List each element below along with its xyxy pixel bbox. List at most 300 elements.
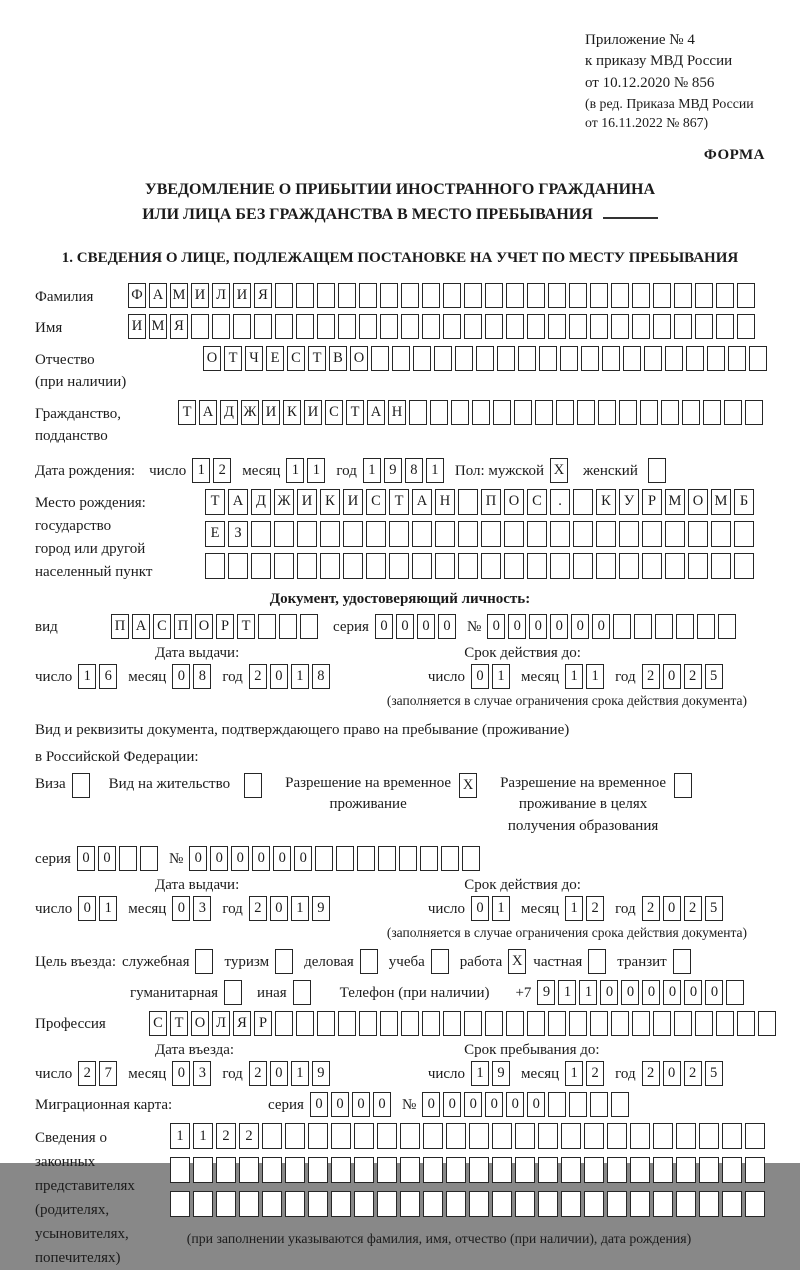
rvp-education-cell[interactable] bbox=[674, 773, 692, 798]
citizenship-cell[interactable] bbox=[682, 400, 700, 425]
doc-series-cell[interactable]: 0 bbox=[375, 614, 393, 639]
migcard-number-cell[interactable]: 0 bbox=[485, 1092, 503, 1117]
surname-cell[interactable] bbox=[506, 283, 524, 308]
birthplace-cell[interactable] bbox=[251, 521, 271, 547]
doc-valid-month-cell[interactable]: 1 bbox=[565, 664, 583, 689]
birthplace-cell[interactable] bbox=[458, 521, 478, 547]
migcard-number-cell[interactable] bbox=[548, 1092, 566, 1117]
citizenship-cell[interactable] bbox=[577, 400, 595, 425]
representative-cell[interactable] bbox=[538, 1123, 558, 1149]
birthplace-cell[interactable] bbox=[458, 553, 478, 579]
surname-cell[interactable] bbox=[653, 283, 671, 308]
doc-number-cell[interactable] bbox=[634, 614, 652, 639]
profession-cell[interactable] bbox=[716, 1011, 734, 1036]
birthplace-cell[interactable] bbox=[274, 521, 294, 547]
representative-cell[interactable] bbox=[630, 1157, 650, 1183]
birthplace-cell[interactable] bbox=[573, 521, 593, 547]
representative-cell[interactable] bbox=[607, 1191, 627, 1217]
doc-issue-day-cell[interactable]: 6 bbox=[99, 664, 117, 689]
permit-issue-day-cell[interactable]: 1 bbox=[99, 896, 117, 921]
doc-number-cell[interactable] bbox=[718, 614, 736, 639]
birthplace-cell[interactable] bbox=[481, 553, 501, 579]
birthplace-cell[interactable] bbox=[642, 521, 662, 547]
representative-cell[interactable] bbox=[308, 1123, 328, 1149]
doc-kind-cell[interactable] bbox=[300, 614, 318, 639]
birthplace-cell[interactable] bbox=[297, 553, 317, 579]
entry-year-cell[interactable]: 1 bbox=[291, 1061, 309, 1086]
birthplace-cell[interactable] bbox=[412, 521, 432, 547]
birthplace-cell[interactable] bbox=[596, 553, 616, 579]
migcard-number-cell[interactable]: 0 bbox=[443, 1092, 461, 1117]
stay-year-cell[interactable]: 5 bbox=[705, 1061, 723, 1086]
birthplace-cell[interactable]: Т bbox=[205, 489, 225, 515]
representative-cell[interactable] bbox=[354, 1123, 374, 1149]
representative-cell[interactable] bbox=[400, 1157, 420, 1183]
doc-number-cell[interactable]: 0 bbox=[508, 614, 526, 639]
representative-cell[interactable] bbox=[354, 1157, 374, 1183]
surname-cell[interactable] bbox=[422, 283, 440, 308]
representative-cell[interactable] bbox=[285, 1191, 305, 1217]
representative-cell[interactable] bbox=[308, 1157, 328, 1183]
permit-number-cell[interactable]: 0 bbox=[273, 846, 291, 871]
birthplace-cell[interactable]: Р bbox=[642, 489, 662, 515]
citizenship-cell[interactable]: А bbox=[199, 400, 217, 425]
permit-valid-year-cell[interactable]: 2 bbox=[642, 896, 660, 921]
birthplace-cell[interactable] bbox=[527, 521, 547, 547]
citizenship-cell[interactable] bbox=[556, 400, 574, 425]
name-cell[interactable] bbox=[695, 314, 713, 339]
name-cell[interactable] bbox=[212, 314, 230, 339]
purpose-transit-cell[interactable] bbox=[673, 949, 691, 974]
citizenship-cell[interactable]: Ж bbox=[241, 400, 259, 425]
permit-number-cell[interactable] bbox=[357, 846, 375, 871]
sex-male-cell[interactable]: X bbox=[550, 458, 568, 483]
doc-number-cell[interactable] bbox=[613, 614, 631, 639]
surname-cell[interactable] bbox=[527, 283, 545, 308]
representative-cell[interactable] bbox=[515, 1191, 535, 1217]
surname-cell[interactable] bbox=[611, 283, 629, 308]
purpose-official-cell[interactable] bbox=[195, 949, 213, 974]
representative-cell[interactable] bbox=[446, 1157, 466, 1183]
purpose-private-cell[interactable] bbox=[588, 949, 606, 974]
citizenship-cell[interactable] bbox=[619, 400, 637, 425]
birthplace-cell[interactable] bbox=[205, 553, 225, 579]
profession-cell[interactable]: С bbox=[149, 1011, 167, 1036]
birthplace-cell[interactable]: И bbox=[297, 489, 317, 515]
permit-issue-year-cell[interactable]: 1 bbox=[291, 896, 309, 921]
representative-cell[interactable] bbox=[377, 1191, 397, 1217]
permit-number-cell[interactable]: 0 bbox=[294, 846, 312, 871]
phone-cell[interactable]: 0 bbox=[621, 980, 639, 1005]
representative-cell[interactable] bbox=[377, 1157, 397, 1183]
profession-cell[interactable] bbox=[527, 1011, 545, 1036]
surname-cell[interactable]: И bbox=[191, 283, 209, 308]
surname-cell[interactable] bbox=[296, 283, 314, 308]
citizenship-cell[interactable]: А bbox=[367, 400, 385, 425]
patronymic-cell[interactable] bbox=[644, 346, 662, 371]
doc-valid-month-cell[interactable]: 1 bbox=[586, 664, 604, 689]
profession-cell[interactable] bbox=[674, 1011, 692, 1036]
representative-cell[interactable] bbox=[699, 1191, 719, 1217]
birthplace-cell[interactable]: К bbox=[596, 489, 616, 515]
representative-cell[interactable] bbox=[377, 1123, 397, 1149]
representative-cell[interactable] bbox=[745, 1123, 765, 1149]
name-cell[interactable]: Я bbox=[170, 314, 188, 339]
entry-day-cell[interactable]: 7 bbox=[99, 1061, 117, 1086]
birthplace-cell[interactable] bbox=[366, 521, 386, 547]
birthplace-cell[interactable] bbox=[573, 489, 593, 515]
patronymic-cell[interactable] bbox=[413, 346, 431, 371]
name-cell[interactable] bbox=[254, 314, 272, 339]
doc-kind-cell[interactable]: О bbox=[195, 614, 213, 639]
birthplace-cell[interactable]: Т bbox=[389, 489, 409, 515]
doc-number-cell[interactable]: 0 bbox=[529, 614, 547, 639]
patronymic-cell[interactable] bbox=[623, 346, 641, 371]
birthplace-cell[interactable] bbox=[435, 553, 455, 579]
doc-number-cell[interactable]: 0 bbox=[571, 614, 589, 639]
representative-cell[interactable] bbox=[630, 1191, 650, 1217]
profession-cell[interactable]: О bbox=[191, 1011, 209, 1036]
representative-cell[interactable] bbox=[308, 1191, 328, 1217]
migcard-number-cell[interactable] bbox=[611, 1092, 629, 1117]
citizenship-cell[interactable]: К bbox=[283, 400, 301, 425]
birthplace-cell[interactable] bbox=[734, 553, 754, 579]
profession-cell[interactable] bbox=[359, 1011, 377, 1036]
surname-cell[interactable] bbox=[569, 283, 587, 308]
purpose-tourism-cell[interactable] bbox=[275, 949, 293, 974]
birthplace-cell[interactable]: У bbox=[619, 489, 639, 515]
birthplace-cell[interactable] bbox=[320, 521, 340, 547]
doc-issue-day-cell[interactable]: 1 bbox=[78, 664, 96, 689]
stay-day-cell[interactable]: 9 bbox=[492, 1061, 510, 1086]
name-cell[interactable] bbox=[527, 314, 545, 339]
entry-day-cell[interactable]: 2 bbox=[78, 1061, 96, 1086]
patronymic-cell[interactable]: Ч bbox=[245, 346, 263, 371]
patronymic-cell[interactable] bbox=[371, 346, 389, 371]
representative-cell[interactable] bbox=[515, 1123, 535, 1149]
sex-female-cell[interactable] bbox=[648, 458, 666, 483]
birthplace-cell[interactable]: С bbox=[527, 489, 547, 515]
citizenship-cell[interactable] bbox=[724, 400, 742, 425]
birthplace-cell[interactable] bbox=[619, 553, 639, 579]
profession-cell[interactable] bbox=[611, 1011, 629, 1036]
doc-issue-year-cell[interactable]: 8 bbox=[312, 664, 330, 689]
birthplace-cell[interactable] bbox=[297, 521, 317, 547]
representative-cell[interactable] bbox=[193, 1157, 213, 1183]
migcard-number-cell[interactable] bbox=[590, 1092, 608, 1117]
permit-valid-day-cell[interactable]: 0 bbox=[471, 896, 489, 921]
permit-series-cell[interactable]: 0 bbox=[98, 846, 116, 871]
phone-cell[interactable]: 0 bbox=[642, 980, 660, 1005]
surname-cell[interactable] bbox=[485, 283, 503, 308]
surname-cell[interactable]: И bbox=[233, 283, 251, 308]
doc-issue-month-cell[interactable]: 0 bbox=[172, 664, 190, 689]
birthplace-cell[interactable]: Е bbox=[205, 521, 225, 547]
surname-cell[interactable] bbox=[401, 283, 419, 308]
permit-issue-month-cell[interactable]: 0 bbox=[172, 896, 190, 921]
doc-issue-year-cell[interactable]: 1 bbox=[291, 664, 309, 689]
phone-cell[interactable]: 1 bbox=[579, 980, 597, 1005]
name-cell[interactable] bbox=[338, 314, 356, 339]
permit-valid-year-cell[interactable]: 0 bbox=[663, 896, 681, 921]
doc-kind-cell[interactable] bbox=[279, 614, 297, 639]
citizenship-cell[interactable]: Т bbox=[178, 400, 196, 425]
patronymic-cell[interactable] bbox=[476, 346, 494, 371]
representative-cell[interactable] bbox=[492, 1157, 512, 1183]
doc-kind-cell[interactable] bbox=[258, 614, 276, 639]
birthplace-cell[interactable]: Б bbox=[734, 489, 754, 515]
surname-cell[interactable]: А bbox=[149, 283, 167, 308]
representative-cell[interactable] bbox=[285, 1157, 305, 1183]
representative-cell[interactable] bbox=[262, 1157, 282, 1183]
permit-issue-day-cell[interactable]: 0 bbox=[78, 896, 96, 921]
name-cell[interactable] bbox=[653, 314, 671, 339]
surname-cell[interactable] bbox=[716, 283, 734, 308]
patronymic-cell[interactable] bbox=[560, 346, 578, 371]
birthplace-cell[interactable]: . bbox=[550, 489, 570, 515]
permit-valid-year-cell[interactable]: 5 bbox=[705, 896, 723, 921]
entry-year-cell[interactable]: 9 bbox=[312, 1061, 330, 1086]
representative-cell[interactable] bbox=[170, 1157, 190, 1183]
name-cell[interactable] bbox=[674, 314, 692, 339]
permit-number-cell[interactable]: 0 bbox=[189, 846, 207, 871]
citizenship-cell[interactable]: Д bbox=[220, 400, 238, 425]
doc-series-cell[interactable]: 0 bbox=[396, 614, 414, 639]
surname-cell[interactable] bbox=[317, 283, 335, 308]
representative-cell[interactable] bbox=[423, 1123, 443, 1149]
profession-cell[interactable] bbox=[569, 1011, 587, 1036]
patronymic-cell[interactable]: Е bbox=[266, 346, 284, 371]
doc-number-cell[interactable] bbox=[697, 614, 715, 639]
name-cell[interactable] bbox=[716, 314, 734, 339]
purpose-work-cell[interactable]: X bbox=[508, 949, 526, 974]
birthplace-cell[interactable] bbox=[481, 521, 501, 547]
representative-cell[interactable] bbox=[469, 1157, 489, 1183]
representative-cell[interactable]: 1 bbox=[193, 1123, 213, 1149]
birthplace-cell[interactable] bbox=[389, 521, 409, 547]
name-cell[interactable] bbox=[380, 314, 398, 339]
birthplace-cell[interactable]: А bbox=[228, 489, 248, 515]
citizenship-cell[interactable] bbox=[703, 400, 721, 425]
profession-cell[interactable] bbox=[401, 1011, 419, 1036]
surname-cell[interactable] bbox=[275, 283, 293, 308]
birthplace-cell[interactable] bbox=[251, 553, 271, 579]
name-cell[interactable] bbox=[296, 314, 314, 339]
birthplace-cell[interactable]: З bbox=[228, 521, 248, 547]
representative-cell[interactable] bbox=[722, 1191, 742, 1217]
name-cell[interactable] bbox=[548, 314, 566, 339]
birthplace-cell[interactable] bbox=[343, 553, 363, 579]
patronymic-cell[interactable] bbox=[665, 346, 683, 371]
profession-cell[interactable] bbox=[653, 1011, 671, 1036]
representative-cell[interactable] bbox=[653, 1123, 673, 1149]
permit-valid-month-cell[interactable]: 2 bbox=[586, 896, 604, 921]
doc-valid-year-cell[interactable]: 2 bbox=[642, 664, 660, 689]
surname-cell[interactable] bbox=[695, 283, 713, 308]
representative-cell[interactable] bbox=[722, 1157, 742, 1183]
doc-valid-year-cell[interactable]: 2 bbox=[684, 664, 702, 689]
name-cell[interactable] bbox=[275, 314, 293, 339]
birthplace-cell[interactable] bbox=[688, 521, 708, 547]
birthplace-cell[interactable] bbox=[642, 553, 662, 579]
citizenship-cell[interactable] bbox=[514, 400, 532, 425]
representative-cell[interactable] bbox=[676, 1157, 696, 1183]
citizenship-cell[interactable] bbox=[640, 400, 658, 425]
representative-cell[interactable] bbox=[722, 1123, 742, 1149]
birthplace-cell[interactable] bbox=[527, 553, 547, 579]
name-cell[interactable]: И bbox=[128, 314, 146, 339]
patronymic-cell[interactable]: О bbox=[350, 346, 368, 371]
name-cell[interactable] bbox=[485, 314, 503, 339]
doc-number-cell[interactable]: 0 bbox=[487, 614, 505, 639]
residence-permit-cell[interactable] bbox=[244, 773, 262, 798]
representative-cell[interactable] bbox=[653, 1157, 673, 1183]
birthplace-cell[interactable] bbox=[320, 553, 340, 579]
birthplace-cell[interactable] bbox=[412, 553, 432, 579]
surname-cell[interactable] bbox=[548, 283, 566, 308]
phone-cell[interactable] bbox=[726, 980, 744, 1005]
birthplace-cell[interactable] bbox=[458, 489, 478, 515]
doc-kind-cell[interactable]: П bbox=[174, 614, 192, 639]
patronymic-cell[interactable] bbox=[455, 346, 473, 371]
birthplace-cell[interactable]: Ж bbox=[274, 489, 294, 515]
representative-cell[interactable] bbox=[400, 1191, 420, 1217]
permit-number-cell[interactable] bbox=[336, 846, 354, 871]
name-cell[interactable] bbox=[422, 314, 440, 339]
birthplace-cell[interactable]: Д bbox=[251, 489, 271, 515]
purpose-humanitarian-cell[interactable] bbox=[224, 980, 242, 1005]
representative-cell[interactable] bbox=[423, 1157, 443, 1183]
birthplace-cell[interactable] bbox=[550, 553, 570, 579]
permit-number-cell[interactable] bbox=[441, 846, 459, 871]
doc-kind-cell[interactable]: А bbox=[132, 614, 150, 639]
representative-cell[interactable] bbox=[607, 1157, 627, 1183]
profession-cell[interactable] bbox=[296, 1011, 314, 1036]
representative-cell[interactable] bbox=[400, 1123, 420, 1149]
representative-cell[interactable] bbox=[538, 1191, 558, 1217]
representative-cell[interactable] bbox=[676, 1191, 696, 1217]
patronymic-cell[interactable]: Т bbox=[308, 346, 326, 371]
phone-cell[interactable]: 0 bbox=[684, 980, 702, 1005]
surname-cell[interactable] bbox=[590, 283, 608, 308]
birthplace-cell[interactable] bbox=[366, 553, 386, 579]
stay-year-cell[interactable]: 0 bbox=[663, 1061, 681, 1086]
representative-cell[interactable] bbox=[193, 1191, 213, 1217]
permit-number-cell[interactable] bbox=[420, 846, 438, 871]
representative-cell[interactable] bbox=[216, 1191, 236, 1217]
migcard-number-cell[interactable] bbox=[569, 1092, 587, 1117]
birthplace-cell[interactable] bbox=[573, 553, 593, 579]
surname-cell[interactable]: М bbox=[170, 283, 188, 308]
migcard-number-cell[interactable]: 0 bbox=[506, 1092, 524, 1117]
representative-cell[interactable] bbox=[216, 1157, 236, 1183]
profession-cell[interactable] bbox=[737, 1011, 755, 1036]
doc-number-cell[interactable]: 0 bbox=[592, 614, 610, 639]
doc-issue-month-cell[interactable]: 8 bbox=[193, 664, 211, 689]
representative-cell[interactable] bbox=[699, 1123, 719, 1149]
representative-cell[interactable] bbox=[561, 1191, 581, 1217]
birthplace-cell[interactable] bbox=[734, 521, 754, 547]
patronymic-cell[interactable] bbox=[539, 346, 557, 371]
representative-cell[interactable]: 2 bbox=[239, 1123, 259, 1149]
patronymic-cell[interactable] bbox=[497, 346, 515, 371]
patronymic-cell[interactable] bbox=[434, 346, 452, 371]
permit-issue-year-cell[interactable]: 0 bbox=[270, 896, 288, 921]
profession-cell[interactable] bbox=[338, 1011, 356, 1036]
representative-cell[interactable] bbox=[239, 1191, 259, 1217]
profession-cell[interactable] bbox=[485, 1011, 503, 1036]
permit-number-cell[interactable]: 0 bbox=[252, 846, 270, 871]
citizenship-cell[interactable] bbox=[598, 400, 616, 425]
surname-cell[interactable] bbox=[338, 283, 356, 308]
doc-kind-cell[interactable]: Р bbox=[216, 614, 234, 639]
surname-cell[interactable] bbox=[464, 283, 482, 308]
doc-number-cell[interactable] bbox=[655, 614, 673, 639]
patronymic-cell[interactable]: О bbox=[203, 346, 221, 371]
doc-series-cell[interactable]: 0 bbox=[417, 614, 435, 639]
name-cell[interactable] bbox=[506, 314, 524, 339]
representative-cell[interactable] bbox=[285, 1123, 305, 1149]
patronymic-cell[interactable] bbox=[686, 346, 704, 371]
doc-issue-year-cell[interactable]: 2 bbox=[249, 664, 267, 689]
name-cell[interactable] bbox=[464, 314, 482, 339]
birthplace-cell[interactable]: М bbox=[711, 489, 731, 515]
name-cell[interactable] bbox=[611, 314, 629, 339]
surname-cell[interactable] bbox=[380, 283, 398, 308]
doc-issue-year-cell[interactable]: 0 bbox=[270, 664, 288, 689]
birthplace-cell[interactable] bbox=[665, 521, 685, 547]
migcard-series-cell[interactable]: 0 bbox=[373, 1092, 391, 1117]
doc-number-cell[interactable]: 0 bbox=[550, 614, 568, 639]
profession-cell[interactable] bbox=[758, 1011, 776, 1036]
permit-number-cell[interactable] bbox=[315, 846, 333, 871]
profession-cell[interactable] bbox=[275, 1011, 293, 1036]
patronymic-cell[interactable] bbox=[392, 346, 410, 371]
surname-cell[interactable]: Ф bbox=[128, 283, 146, 308]
doc-kind-cell[interactable]: П bbox=[111, 614, 129, 639]
doc-kind-cell[interactable]: С bbox=[153, 614, 171, 639]
stay-month-cell[interactable]: 1 bbox=[565, 1061, 583, 1086]
birthplace-cell[interactable]: К bbox=[320, 489, 340, 515]
permit-number-cell[interactable]: 0 bbox=[210, 846, 228, 871]
doc-number-cell[interactable] bbox=[676, 614, 694, 639]
birthplace-cell[interactable] bbox=[274, 553, 294, 579]
representative-cell[interactable] bbox=[676, 1123, 696, 1149]
representative-cell[interactable] bbox=[469, 1191, 489, 1217]
representative-cell[interactable] bbox=[262, 1123, 282, 1149]
birthplace-cell[interactable]: А bbox=[412, 489, 432, 515]
migcard-series-cell[interactable]: 0 bbox=[352, 1092, 370, 1117]
patronymic-cell[interactable] bbox=[749, 346, 767, 371]
representative-cell[interactable] bbox=[607, 1123, 627, 1149]
profession-cell[interactable]: Р bbox=[254, 1011, 272, 1036]
migcard-series-cell[interactable]: 0 bbox=[331, 1092, 349, 1117]
representative-cell[interactable] bbox=[262, 1191, 282, 1217]
permit-series-cell[interactable] bbox=[119, 846, 137, 871]
citizenship-cell[interactable] bbox=[430, 400, 448, 425]
name-cell[interactable] bbox=[359, 314, 377, 339]
birthplace-cell[interactable] bbox=[711, 521, 731, 547]
stay-month-cell[interactable]: 2 bbox=[586, 1061, 604, 1086]
representative-cell[interactable] bbox=[561, 1157, 581, 1183]
doc-valid-day-cell[interactable]: 1 bbox=[492, 664, 510, 689]
profession-cell[interactable]: Я bbox=[233, 1011, 251, 1036]
patronymic-cell[interactable] bbox=[728, 346, 746, 371]
birthplace-cell[interactable]: С bbox=[366, 489, 386, 515]
permit-series-cell[interactable]: 0 bbox=[77, 846, 95, 871]
name-cell[interactable]: М bbox=[149, 314, 167, 339]
birthplace-cell[interactable] bbox=[228, 553, 248, 579]
